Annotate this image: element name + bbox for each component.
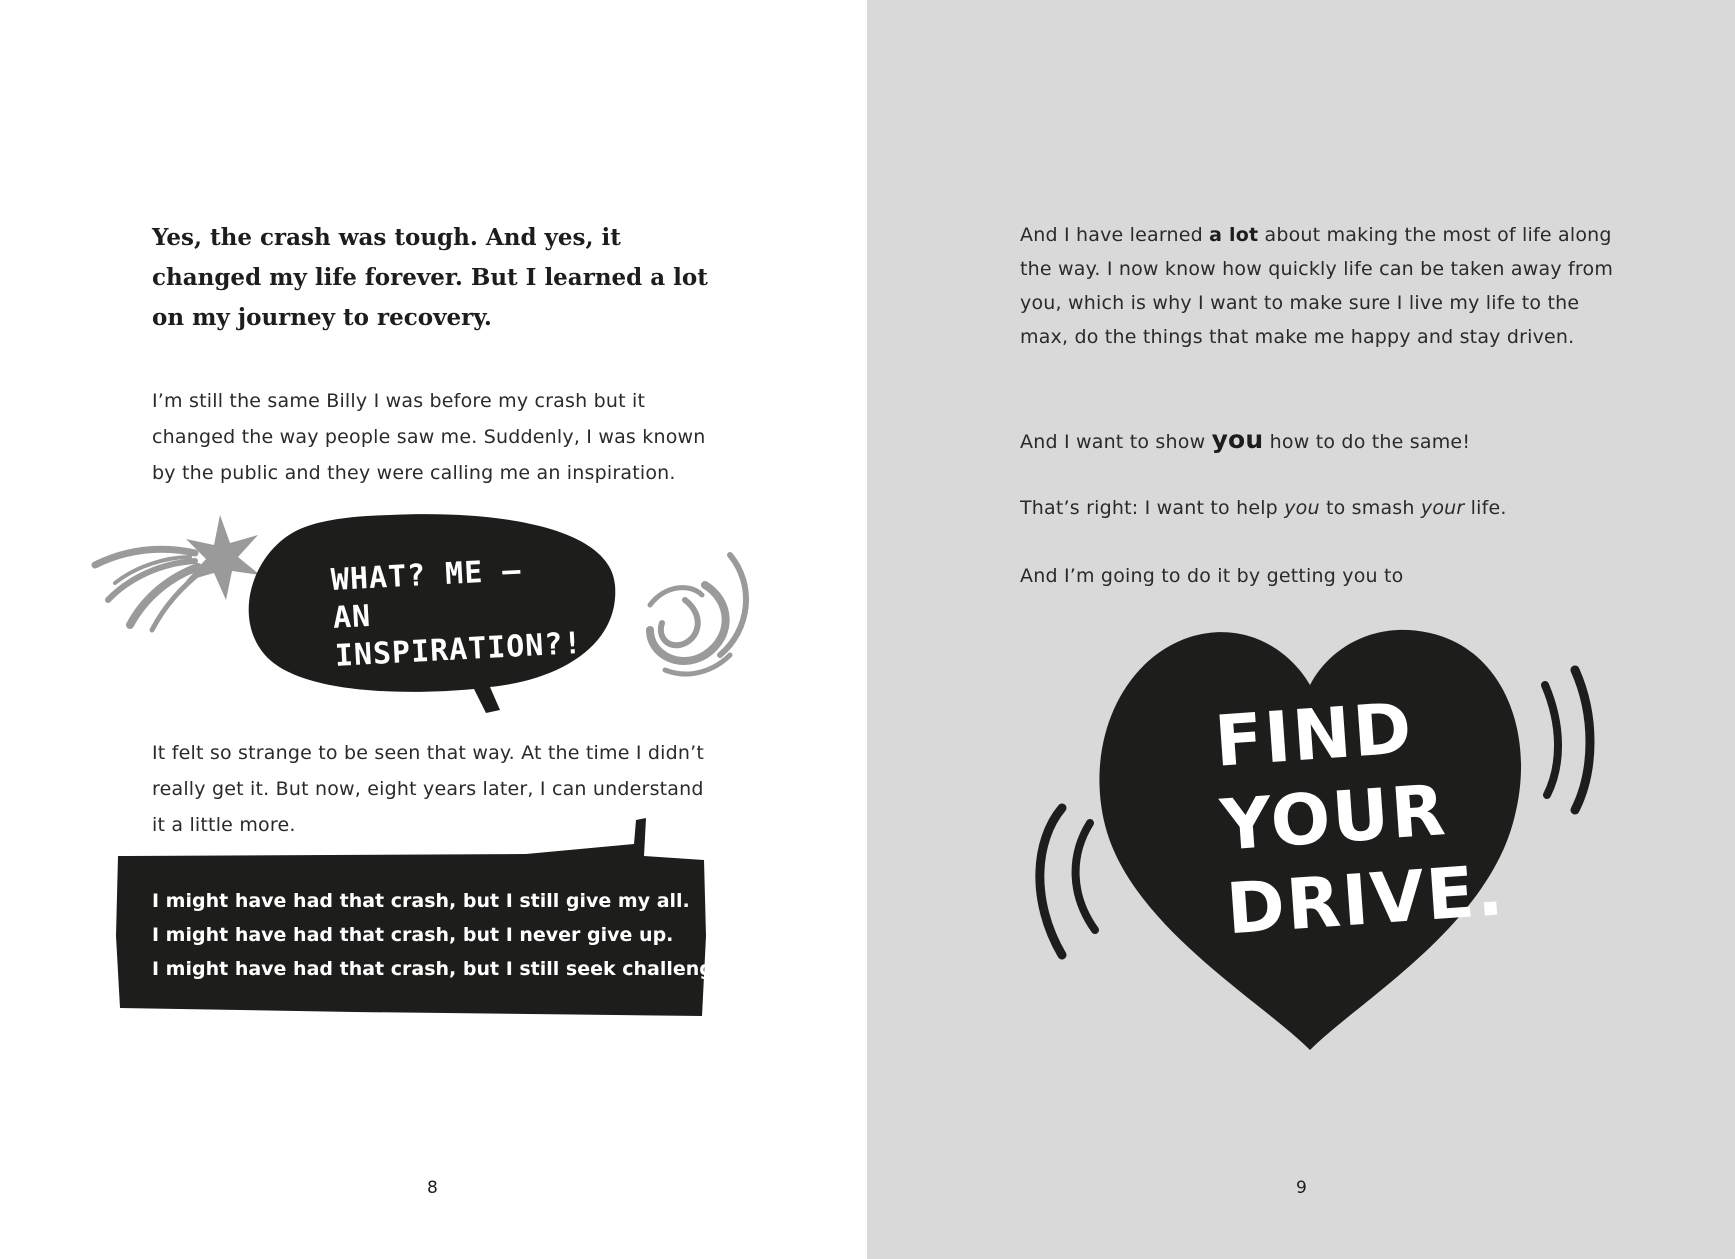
paragraph-eight-years-later: It felt so strange to be seen that way. At the time I didn’t really get it. But now, eight years later, I can understand it a little more. [152, 742, 705, 836]
emphasis-a-lot: a lot [1209, 224, 1259, 246]
paragraph-smash-middle: to smash [1319, 497, 1421, 519]
paragraph-learned-a-lot-start: And I have learned [1020, 224, 1210, 246]
lead-paragraph: Yes, the crash was tough. And yes, it changed my life forever. But I learned a lot on my journey to recovery. [152, 224, 708, 331]
paragraph-public-inspiration: I’m still the same Billy I was before my crash but it changed the way people saw me. Suddenly, I was known by the public and they were calling me an inspiration. [152, 390, 706, 484]
page-number-right: 9 [1296, 1178, 1307, 1198]
left-page [0, 0, 867, 1259]
find-your-drive-text [1212, 679, 1529, 951]
italic-your: your [1420, 497, 1465, 519]
paragraph-learned-a-lot-end: about making the most of life along the way. I now know how quickly life can be taken away from you, which is why I want to make sure I live my life to the max, do the things that make me happy and stay driven. [1020, 224, 1614, 348]
quote-line-1: I might have had that crash, but I still give my all. [152, 890, 690, 912]
speech-bubble-line-2: AN INSPIRATION?! [332, 598, 584, 674]
speech-bubble-line-1: WHAT? ME – [330, 553, 523, 598]
paragraph-smash-start: That’s right: I want to help [1020, 497, 1285, 519]
paragraph-smash-end: life. [1464, 497, 1507, 519]
quote-lines [152, 884, 734, 986]
heart-line-2: YOUR [1217, 768, 1450, 867]
paragraph-getting-you-to: And I’m going to do it by getting you to [1020, 565, 1404, 587]
emphasis-you: you [1211, 425, 1264, 454]
paragraph-smash-your-life [1020, 490, 1620, 526]
shooting-star-icon [95, 515, 260, 630]
italic-you: you [1284, 497, 1320, 519]
quote-line-3: I might have had that crash, but I still seek challenge. [152, 958, 734, 980]
heart-line-1: FIND [1212, 687, 1416, 783]
paragraph-learned-a-lot [1020, 218, 1620, 354]
speech-bubble-text [330, 548, 606, 676]
page-number-left: 8 [427, 1178, 438, 1198]
quote-line-2: I might have had that crash, but I never give up. [152, 924, 674, 946]
paragraph-show-you-start: And I want to show [1020, 431, 1212, 453]
paragraph-show-you-end: how to do the same! [1263, 431, 1471, 453]
heart-line-3: DRIVE. [1223, 849, 1508, 951]
swirl-icon [650, 555, 746, 674]
paragraph-show-you [1020, 422, 1620, 460]
